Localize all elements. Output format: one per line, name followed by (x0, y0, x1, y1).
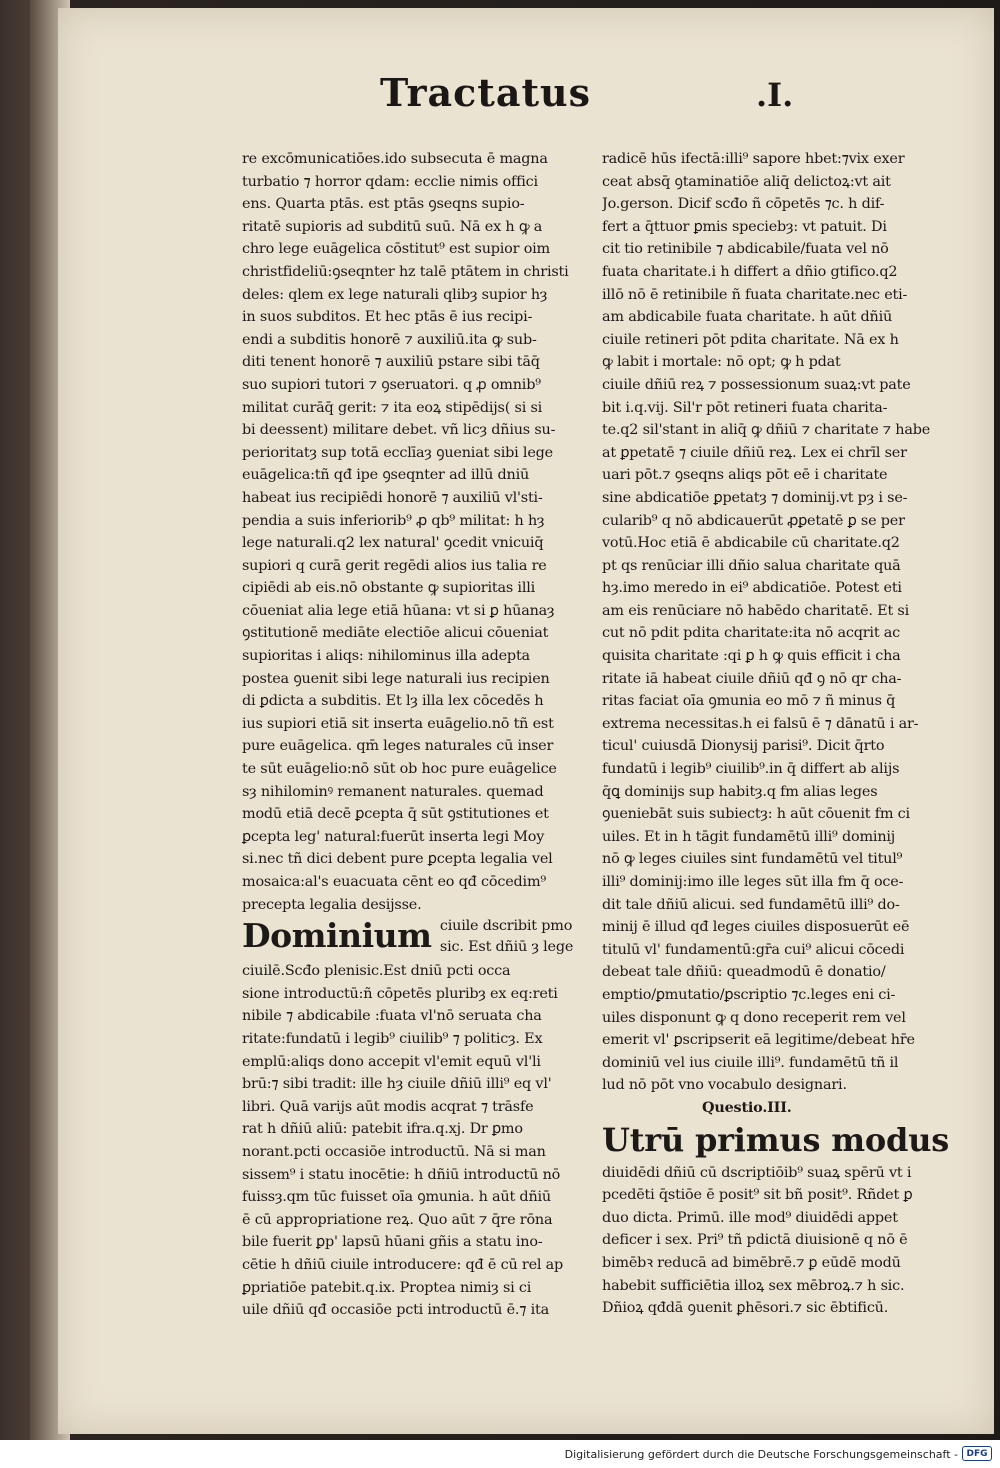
text-line: ritate:fundatū i legib⁹ ciuilib⁹ ⁊ politicȝ. Ex (242, 1030, 543, 1047)
text-line: uari pōt.⁊ ꝯseqns aliqs pōt eē i charitate (602, 467, 888, 484)
text-line: ꝯueniebāt suis subiectȝ: h aūt cōuenit fm ci (602, 806, 910, 823)
running-title: Tractatus (380, 70, 592, 115)
text-line: bit i.q.vij. Sil'r pōt retineri fuata charita- (602, 399, 888, 416)
text-line: endi a subditis honorē ⁊ auxiliū.ita ꝙ sub- (242, 331, 537, 348)
text-line: bile fuerit ꝑp' lapsū hūani gñis a statu ino- (242, 1234, 543, 1251)
text-line: re excōmunicatiōes.ido subsecuta ē magna (242, 151, 548, 167)
text-line: sȝ nihilominꝰ remanent naturales. quemad (242, 783, 544, 800)
footer-bar (0, 1440, 1000, 1468)
text-line: Jo.gerson. Dicif scđo ñ cōpetēs ⁊c. h dif- (602, 196, 885, 213)
text-line: bimēbꝛ reducā ad bimēbrē.⁊ ꝑ eūdē modū (602, 1254, 901, 1271)
left-column-text-bottom (242, 960, 592, 1322)
text-line: emerit vl' ꝑscripserit eā legitime/debeat hr̄e (602, 1032, 915, 1049)
text-line: radicē hūs ifectā:illi⁹ sapore hbet:⁊vix exer (602, 151, 905, 167)
text-line: sine abdicatiōe ꝑpetatȝ ⁊ dominij.vt pȝ i se- (602, 489, 908, 506)
text-line: quisita charitate :qi ꝑ h ꝙ quis efficit i cha (602, 648, 901, 665)
text-line: minij ē illud qđ leges ciuiles disposuerūt eē (602, 919, 910, 936)
text-line: modū etiā decē ꝑcepta q̄ sūt ꝯstitutiones et (242, 806, 549, 823)
left-column-text-top (242, 148, 592, 916)
text-line: q̄ꝗ dominijs sup habitȝ.q fm alias leges (602, 783, 878, 800)
text-line: fert a q̄ttuor ꝑmis speciebȝ: vt patuit. Di (602, 218, 887, 235)
text-line: sione introductū:ñ cōpetēs pluribȝ ex eq:reti (242, 985, 558, 1002)
text-line: mosaica:al's euacuata cēnt eo qđ cōcedim⁹ (242, 874, 546, 890)
dominium-side-line: sic. Est dñiū ȝ lege (439, 939, 574, 956)
text-line: cētie h dñiū ciuile introducere: qđ ē cū rel ap (242, 1256, 564, 1273)
text-line: si.nec tñ dici debent pure ꝑcepta legalia vel (242, 851, 553, 868)
text-line: deles: qlem ex lege naturali qlibȝ supior hȝ (242, 286, 548, 303)
text-line: ē cū appropriatione reꝝ. Quo aūt ⁊ q̄re rōna (242, 1211, 553, 1228)
text-line: turbatio ⁊ horror qdam: ecclie nimis offici (242, 173, 538, 190)
text-line: fundatū i legib⁹ ciuilib⁹.in q̄ differt ab alijs (602, 761, 900, 778)
text-line: am abdicabile fuata charitate. h aūt dñiū (602, 309, 893, 326)
text-line: habeat ius recipiēdi honorē ⁊ auxiliū vl'sti- (242, 489, 543, 506)
text-line: emplū:aliqs dono accepit vl'emit equū vl'li (242, 1053, 541, 1070)
text-line: ꝑpriatiōe patebit.q.ix. Proptea nimiȝ si ci (242, 1279, 532, 1296)
text-line: pt qs renūciar illi dñio salua charitate quā (602, 557, 901, 574)
text-line: ꝯstitutionē mediāte electiōe alicui cōueniat (242, 625, 549, 642)
dominium-heading-block (242, 916, 592, 960)
text-line: di ꝑdicta a subditis. Et lȝ illa lex cōcedēs h (242, 693, 544, 710)
text-line: militat curāq̄ gerit: ⁊ ita eoꝝ stipēdijs( si si (242, 399, 543, 416)
text-line: christfideliū:ꝯseqnter hz talē ptātem in christi (242, 263, 569, 280)
text-line: in suos subditos. Et hec ptās ē ius recipi- (242, 309, 533, 326)
text-line: ciuile retineri pōt pdita charitate. Nā ex h (602, 331, 899, 348)
text-line: suo supiori tutori ⁊ ꝯseruatori. q ꝓ omnib⁹ (242, 376, 541, 393)
text-line: uiles disponunt ꝙ q dono receperit rem vel (602, 1009, 906, 1026)
folio-number: .I. (756, 76, 794, 114)
text-line: fuata charitate.i h differt a dñio gtifico.q2 (602, 263, 898, 280)
text-line: dit tale dñiū alicui. sed fundamētū illi⁹ do- (602, 896, 900, 913)
text-line: duo dicta. Primū. ille mod⁹ diuidēdi appet (602, 1209, 898, 1226)
text-line: lege naturali.q2 lex natural' ꝯcedit vnicuiq̄ (242, 535, 544, 552)
dominium-initial-word: Dominium (242, 916, 432, 956)
dominium-side-line: ciuile dscribit pmo (439, 918, 573, 935)
text-line: extrema necessitas.h ei falsū ē ⁊ dānatū i ar- (602, 715, 919, 732)
text-line: habebit sufficiētia illoꝝ sex mēbroꝝ.⁊ h sic. (602, 1277, 905, 1294)
right-column-text-top (602, 148, 952, 1097)
text-line: cipiēdi ab eis.nō obstante ꝙ supioritas illi (242, 580, 536, 597)
right-column (602, 148, 952, 1320)
text-line: fuissȝ.qm tūc fuisset oīa ꝯmunia. h aūt dñiū (242, 1189, 551, 1206)
text-line: pendia a suis inferiorib⁹ ꝓ qb⁹ militat: h hȝ (242, 512, 545, 529)
text-line: ritatē supioris ad subditū suū. Nā ex h ꝙ a (242, 218, 543, 235)
funding-notice: Digitalisierung gefördert durch die Deutsche Forschungsgemeinschaft - (564, 1448, 958, 1461)
text-line: illi⁹ dominij:imo ille leges sūt illa fm q̄ oce- (602, 874, 904, 890)
left-column (242, 148, 592, 1322)
text-line: chro lege euāgelica cōstitut⁹ est supior oim (242, 241, 551, 258)
text-line: brū:⁊ sibi tradit: ille hȝ ciuile dñiū illi⁹ eq vl' (242, 1076, 552, 1093)
text-line: cut nō pdit pdita charitate:ita nō acqrit ac (602, 625, 901, 642)
text-line: cōueniat alia lege etiā hūana: vt si ꝑ hūanaȝ (242, 602, 555, 619)
text-line: supiori q curā gerit regēdi alios ius talia re (242, 557, 547, 574)
text-line: nō ꝙ leges ciuiles sint fundamētū vel titul⁹ (602, 851, 903, 868)
text-line: ritas faciat oīa ꝯmunia eo mō ⁊ ñ minus q̄ (602, 693, 896, 710)
questio-heading: Utrū primus modus (602, 1120, 950, 1159)
text-line: ius supiori etiā sit inserta euāgelio.nō tñ est (242, 715, 554, 732)
text-line: diuidēdi dñiū cū dscriptiōib⁹ suaꝝ spērū vt i (602, 1164, 912, 1181)
text-line: cularib⁹ q nō abdicauerūt ꝓꝑetatē ꝑ se per (602, 512, 905, 529)
text-line: ceat absq̄ ꝯtaminatiōe aliq̄ delictoꝝ:vt ait (602, 173, 891, 190)
dfg-logo: DFG (962, 1446, 992, 1461)
text-line: supioritas i aliqs: nihilominus illa adepta (242, 648, 530, 665)
text-line: uiles. Et in h tāgit fundamētū illi⁹ dominij (602, 828, 896, 845)
text-line: sissem⁹ i statu inocētie: h dñiū introductū nō (242, 1166, 561, 1183)
text-line: at ꝑpetatē ⁊ ciuile dñiū reꝝ. Lex ei chrīl ser (602, 444, 907, 461)
text-line: bi deessent) militare debet. vñ licȝ dñius su- (242, 422, 556, 439)
text-line: illō nō ē retinibile ñ fuata charitate.nec eti- (602, 286, 908, 303)
text-line: nibile ⁊ abdicabile :fuata vl'nō seruata cha (242, 1008, 542, 1025)
text-line: ciuilē.Scđo plenisic.Est dniū pcti occa (242, 963, 511, 980)
text-line: pure euāgelica. qm̄ leges naturales cū inser (242, 738, 554, 755)
text-line: Dñioꝝ qđdā ꝯuenit ꝑhēsori.⁊ sic ēbtificū. (602, 1300, 889, 1317)
text-line: ciuile dñiū reꝝ ⁊ possessionum suaꝝ:vt pate (602, 376, 911, 393)
text-line: te sūt euāgelio:nō sūt ob hoc pure euāgelice (242, 761, 557, 778)
text-line: diti tenent honorē ⁊ auxiliū pstare sibi tāq̄ (242, 354, 540, 371)
text-line: norant.pcti occasiōe introductū. Nā si man (242, 1143, 546, 1160)
text-line: perioritatȝ sup totā ecclīaȝ ꝯueniat sibi lege (242, 444, 553, 461)
text-line: euāgelica:tñ qđ ipe ꝯseqnter ad illū dniū (242, 467, 530, 484)
text-line: hȝ.imo meredo in ei⁹ abdicatiōe. Potest eti (602, 580, 902, 597)
text-line: precepta legalia desijsse. (242, 896, 422, 913)
right-column-text-bottom (602, 1162, 952, 1320)
text-line: libri. Quā varijs aūt modis acqrat ⁊ trāsfe (242, 1098, 534, 1115)
questio-label: Questio.III. (702, 1098, 792, 1116)
text-line: votū.Hoc etiā ē abdicabile cū charitate.q2 (602, 535, 900, 552)
text-line: dominiū vel ius ciuile illi⁹. fundamētū tñ il (602, 1054, 899, 1071)
text-line: titulū vl' fundamentū:gr̄a cui⁹ alicui cōcedi (602, 941, 905, 958)
dominium-side-text (440, 916, 573, 958)
text-line: uile dñiū qđ occasiōe pcti introductū ē.⁊ ita (242, 1302, 549, 1319)
text-line: debeat tale dñiū: queadmodū ē donatio/ (602, 964, 886, 981)
text-line: postea ꝯuenit sibi lege naturali ius recipien (242, 670, 550, 687)
text-line: rat h dñiū aliū: patebit ifra.q.xj. Dr ꝑmo (242, 1121, 523, 1138)
text-line: deficer i sex. Pri⁹ tñ pdictā diuisionē q nō ē (602, 1232, 908, 1249)
text-line: emptio/ꝑmutatio/ꝑscriptio ⁊c.leges eni ci- (602, 986, 896, 1003)
text-line: am eis renūciare nō habēdo charitatē. Et si (602, 602, 910, 619)
text-line: ꝑcepta leg' natural:fuerūt inserta legi Moy (242, 828, 545, 845)
text-line: ꝙ labit i mortale: nō opt; ꝙ h pdat (602, 354, 841, 371)
text-line: ticul' cuiusdā Dionysij parisi⁹. Dicit q̄rto (602, 738, 885, 755)
text-line: lud nō pōt vno vocabulo designari. (602, 1077, 847, 1094)
text-line: ens. Quarta ptās. est ptās ꝯseqns supio- (242, 196, 525, 213)
text-line: pcedēti q̄stiōe ē posit⁹ sit bñ posit⁹. Rñdet ꝑ (602, 1187, 913, 1204)
text-line: ritate iā habeat ciuile dñiū qđ ꝯ nō qr cha- (602, 670, 902, 687)
text-line: te.q2 sil'stant in aliq̄ ꝙ dñiū ⁊ charitate ⁊ habe (602, 422, 931, 439)
text-line: cit tio retinibile ⁊ abdicabile/fuata vel nō (602, 241, 889, 258)
